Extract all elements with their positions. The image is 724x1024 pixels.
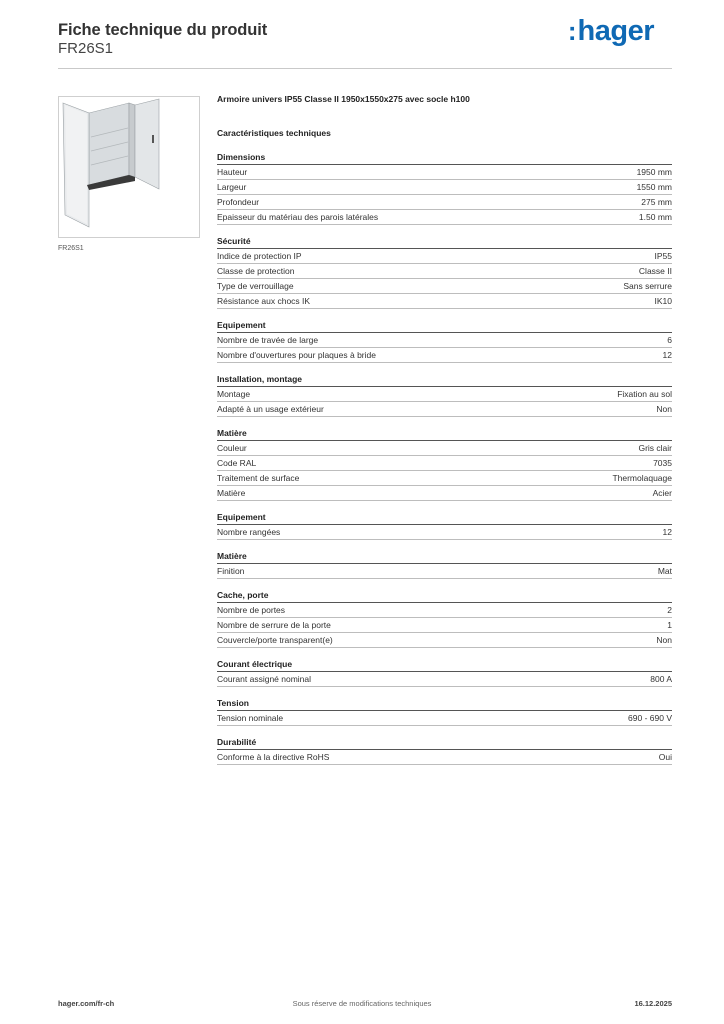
spec-row	[217, 618, 672, 633]
page-title: Fiche technique du produit	[58, 21, 268, 39]
spec-group	[217, 318, 672, 363]
spec-row	[217, 387, 672, 402]
spec-value: Classe II	[638, 265, 672, 276]
spec-group	[217, 234, 672, 309]
spec-value: Fixation au sol	[617, 388, 672, 399]
spec-value: 2	[667, 604, 672, 615]
product-image-caption: FR26S1	[58, 245, 84, 252]
spec-value: Non	[656, 403, 672, 414]
spec-row	[217, 711, 672, 726]
spec-row	[217, 672, 672, 687]
spec-value: IP55	[654, 250, 672, 261]
spec-label: Code RAL	[217, 457, 257, 468]
spec-label: Indice de protection IP	[217, 250, 302, 261]
spec-groups	[217, 150, 672, 765]
spec-label: Classe de protection	[217, 265, 295, 276]
spec-label: Matière	[217, 487, 246, 498]
spec-group	[217, 510, 672, 540]
spec-label: Montage	[217, 388, 251, 399]
product-reference: FR26S1	[58, 40, 114, 57]
spec-row	[217, 402, 672, 417]
spec-value: Acier	[652, 487, 672, 498]
spec-label: Hauteur	[217, 166, 248, 177]
hager-logo[interactable]	[568, 15, 654, 48]
spec-label: Conforme à la directive RoHS	[217, 751, 330, 762]
spec-label: Résistance aux chocs IK	[217, 295, 311, 306]
header-divider	[58, 68, 672, 69]
spec-label: Epaisseur du matériau des parois latérales	[217, 211, 379, 222]
spec-row	[217, 333, 672, 348]
spec-row	[217, 249, 672, 264]
spec-heading: Caractéristiques techniques	[217, 128, 331, 138]
spec-label: Profondeur	[217, 196, 260, 207]
spec-group	[217, 372, 672, 417]
spec-row	[217, 279, 672, 294]
spec-label: Finition	[217, 565, 245, 576]
spec-row	[217, 525, 672, 540]
product-name: Armoire univers IP55 Classe II 1950x1550x275 avec socle h100	[217, 94, 470, 104]
spec-group-title: Durabilité	[217, 735, 672, 750]
spec-value: 1550 mm	[636, 181, 672, 192]
spec-group-title: Equipement	[217, 510, 672, 525]
spec-group-title: Dimensions	[217, 150, 672, 165]
spec-label: Nombre rangées	[217, 526, 281, 537]
product-image	[58, 96, 200, 238]
spec-label: Courant assigné nominal	[217, 673, 312, 684]
spec-group-title: Cache, porte	[217, 588, 672, 603]
spec-label: Tension nominale	[217, 712, 284, 723]
spec-value: 1	[667, 619, 672, 630]
footer-disclaimer: Sous réserve de modifications techniques	[292, 999, 432, 1008]
spec-value: Mat	[657, 565, 672, 576]
spec-value: 800 A	[650, 673, 672, 684]
spec-group-title: Installation, montage	[217, 372, 672, 387]
spec-value: 6	[667, 334, 672, 345]
spec-value: Sans serrure	[623, 280, 672, 291]
spec-row	[217, 165, 672, 180]
spec-row	[217, 294, 672, 309]
spec-group	[217, 426, 672, 501]
spec-label: Nombre de portes	[217, 604, 286, 615]
spec-label: Nombre de travée de large	[217, 334, 319, 345]
spec-row	[217, 750, 672, 765]
spec-row	[217, 486, 672, 501]
spec-group	[217, 150, 672, 225]
spec-group-title: Tension	[217, 696, 672, 711]
spec-group-title: Sécurité	[217, 234, 672, 249]
spec-value: 7035	[653, 457, 672, 468]
spec-row	[217, 195, 672, 210]
footer-website[interactable]: hager.com/fr-ch	[58, 999, 115, 1008]
spec-group-title: Equipement	[217, 318, 672, 333]
spec-row	[217, 471, 672, 486]
spec-group-title: Courant électrique	[217, 657, 672, 672]
spec-label: Adapté à un usage extérieur	[217, 403, 324, 414]
spec-value: Thermolaquage	[612, 472, 672, 483]
spec-group-title: Matière	[217, 549, 672, 564]
spec-row	[217, 180, 672, 195]
spec-row	[217, 564, 672, 579]
spec-row	[217, 603, 672, 618]
spec-group	[217, 549, 672, 579]
spec-row	[217, 210, 672, 225]
spec-row	[217, 264, 672, 279]
logo-mark-icon: :	[567, 16, 577, 46]
spec-value: IK10	[654, 295, 672, 306]
spec-label: Nombre d'ouvertures pour plaques à bride	[217, 349, 376, 360]
spec-label: Couleur	[217, 442, 247, 453]
spec-section	[217, 90, 672, 765]
spec-label: Couvercle/porte transparent(e)	[217, 634, 333, 645]
spec-row	[217, 348, 672, 363]
spec-value: 275 mm	[641, 196, 672, 207]
spec-group	[217, 696, 672, 726]
spec-label: Type de verrouillage	[217, 280, 294, 291]
spec-value: 690 - 690 V	[628, 712, 672, 723]
spec-value: 12	[662, 526, 672, 537]
spec-value: 12	[662, 349, 672, 360]
spec-row	[217, 633, 672, 648]
spec-row	[217, 441, 672, 456]
spec-value: Gris clair	[638, 442, 672, 453]
spec-group	[217, 735, 672, 765]
spec-value: 1950 mm	[636, 166, 672, 177]
spec-row	[217, 456, 672, 471]
footer-date: 16.12.2025	[634, 999, 672, 1008]
spec-label: Traitement de surface	[217, 472, 300, 483]
spec-value: Oui	[658, 751, 672, 762]
cabinet-illustration-icon	[59, 97, 199, 237]
spec-value: Non	[656, 634, 672, 645]
spec-label: Largeur	[217, 181, 247, 192]
spec-group-title: Matière	[217, 426, 672, 441]
spec-group	[217, 657, 672, 687]
logo-text: hager	[577, 15, 654, 47]
spec-group	[217, 588, 672, 648]
spec-label: Nombre de serrure de la porte	[217, 619, 331, 630]
spec-value: 1.50 mm	[638, 211, 672, 222]
